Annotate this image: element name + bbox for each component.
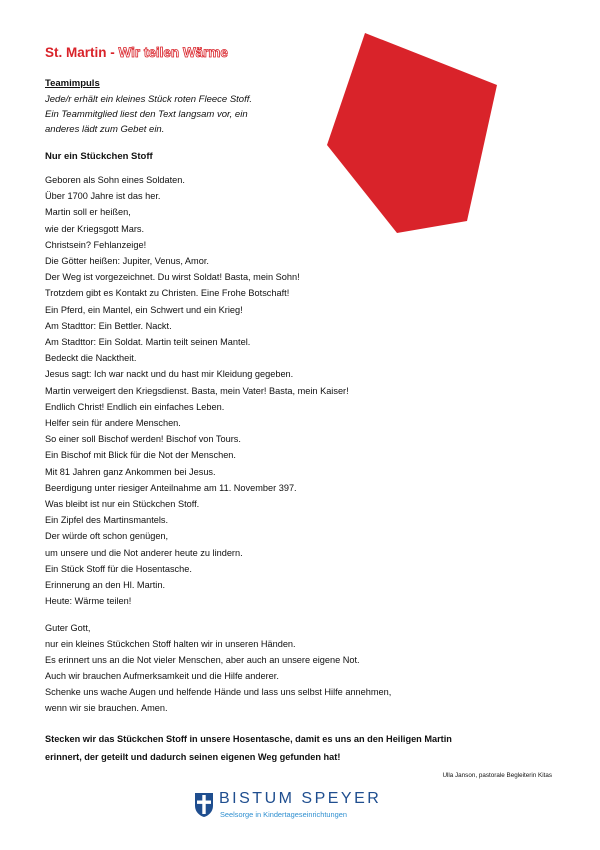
teamimpuls-text xyxy=(45,92,315,137)
poem-line: Trotzdem gibt es Kontakt zu Christen. Eine Frohe Botschaft! xyxy=(45,288,290,299)
poem-title: Nur ein Stückchen Stoff xyxy=(45,151,153,162)
prayer-line: Es erinnert uns an die Not vieler Menschen, aber auch an unsere eigene Not. xyxy=(45,655,360,665)
prayer-line: Auch wir brauchen Aufmerksamkeit und die Hilfe anderer. xyxy=(45,671,279,681)
poem-line: Über 1700 Jahre ist das her. xyxy=(45,191,161,202)
poem-line: Martin verweigert den Kriegsdienst. Basta, mein Vater! Basta, mein Kaiser! xyxy=(45,385,349,396)
teamimpuls-line: Jede/r erhält ein kleines Stück roten Fleece Stoff. xyxy=(45,94,252,105)
poem-line: Jesus sagt: Ich war nackt und du hast mir Kleidung gegeben. xyxy=(45,369,294,380)
logo-wordmark-part-2: SPEYER xyxy=(301,790,382,807)
cross-shield-icon xyxy=(194,792,214,818)
poem-line: Endlich Christ! Endlich ein einfaches Leben. xyxy=(45,401,225,412)
poem-line: Erinnerung an den Hl. Martin. xyxy=(45,580,166,591)
prayer-line: wenn wir sie brauchen. Amen. xyxy=(45,703,168,713)
poem-line: Der würde oft schon genügen, xyxy=(45,531,169,542)
teamimpuls-line: Ein Teammitglied liest den Text langsam vor, ein xyxy=(45,109,248,120)
poem-line: Ein Zipfel des Martinsmantels. xyxy=(45,515,169,526)
page-title xyxy=(45,45,228,60)
poem-line: Geboren als Sohn eines Soldaten. xyxy=(45,175,185,185)
prayer-line: Guter Gott, xyxy=(45,623,91,633)
teamimpuls-heading: Teamimpuls xyxy=(45,78,100,89)
poem-line: Bedeckt die Nacktheit. xyxy=(45,353,137,364)
closing-line: Stecken wir das Stückchen Stoff in unsere Hosentasche, damit es uns an den Heiligen Martin xyxy=(45,734,452,744)
poem-line: Mit 81 Jahren ganz Ankommen bei Jesus. xyxy=(45,466,216,477)
poem-line: Ein Bischof mit Blick für die Not der Menschen. xyxy=(45,450,236,461)
poem-line: wie der Kriegsgott Mars. xyxy=(45,223,145,234)
teamimpuls-line: anderes lädt zum Gebet ein. xyxy=(45,124,165,135)
poem-line: um unsere und die Not anderer heute zu lindern. xyxy=(45,547,243,558)
prayer-text xyxy=(45,620,505,716)
prayer-line: nur ein kleines Stückchen Stoff halten wir in unseren Händen. xyxy=(45,639,296,649)
logo-wordmark-part-1: BISTUM xyxy=(219,790,302,807)
poem-line: Ein Stück Stoff für die Hosentasche. xyxy=(45,563,192,574)
title-part-1: St. Martin - xyxy=(45,45,119,60)
poem-line: So einer soll Bischof werden! Bischof von Tours. xyxy=(45,434,241,445)
poem-line: Ein Pferd, ein Mantel, ein Schwert und ein Krieg! xyxy=(45,304,243,315)
closing-line: erinnert, der geteilt und dadurch seinen eigenen Weg gefunden hat! xyxy=(45,752,341,762)
title-part-2: Wir teilen Wärme xyxy=(118,45,228,60)
poem-line: Am Stadttor: Ein Soldat. Martin teilt seinen Mantel. xyxy=(45,337,251,348)
poem-text xyxy=(45,172,465,609)
poem-line: Was bleibt ist nur ein Stückchen Stoff. xyxy=(45,499,200,510)
author-credit: Ulla Janson, pastorale Begleiterin Kitas xyxy=(442,772,552,779)
poem-line: Helfer sein für andere Menschen. xyxy=(45,418,181,429)
closing-text xyxy=(45,730,565,766)
prayer-line: Schenke uns wache Augen und helfende Hände und lass uns selbst Hilfe annehmen, xyxy=(45,687,392,697)
logo-tagline: Seelsorge in Kindertageseinrichtungen xyxy=(220,810,347,819)
bistum-speyer-logo xyxy=(194,792,394,826)
poem-line: Beerdigung unter riesiger Anteilnahme am 11. November 397. xyxy=(45,482,297,493)
poem-line: Christsein? Fehlanzeige! xyxy=(45,239,147,250)
poem-line: Der Weg ist vorgezeichnet. Du wirst Soldat! Basta, mein Sohn! xyxy=(45,272,300,283)
poem-line: Am Stadttor: Ein Bettler. Nackt. xyxy=(45,320,172,331)
poem-line: Martin soll er heißen, xyxy=(45,207,131,218)
logo-wordmark xyxy=(219,790,381,808)
poem-line: Die Götter heißen: Jupiter, Venus, Amor. xyxy=(45,256,209,267)
poem-line: Heute: Wärme teilen! xyxy=(45,596,132,607)
